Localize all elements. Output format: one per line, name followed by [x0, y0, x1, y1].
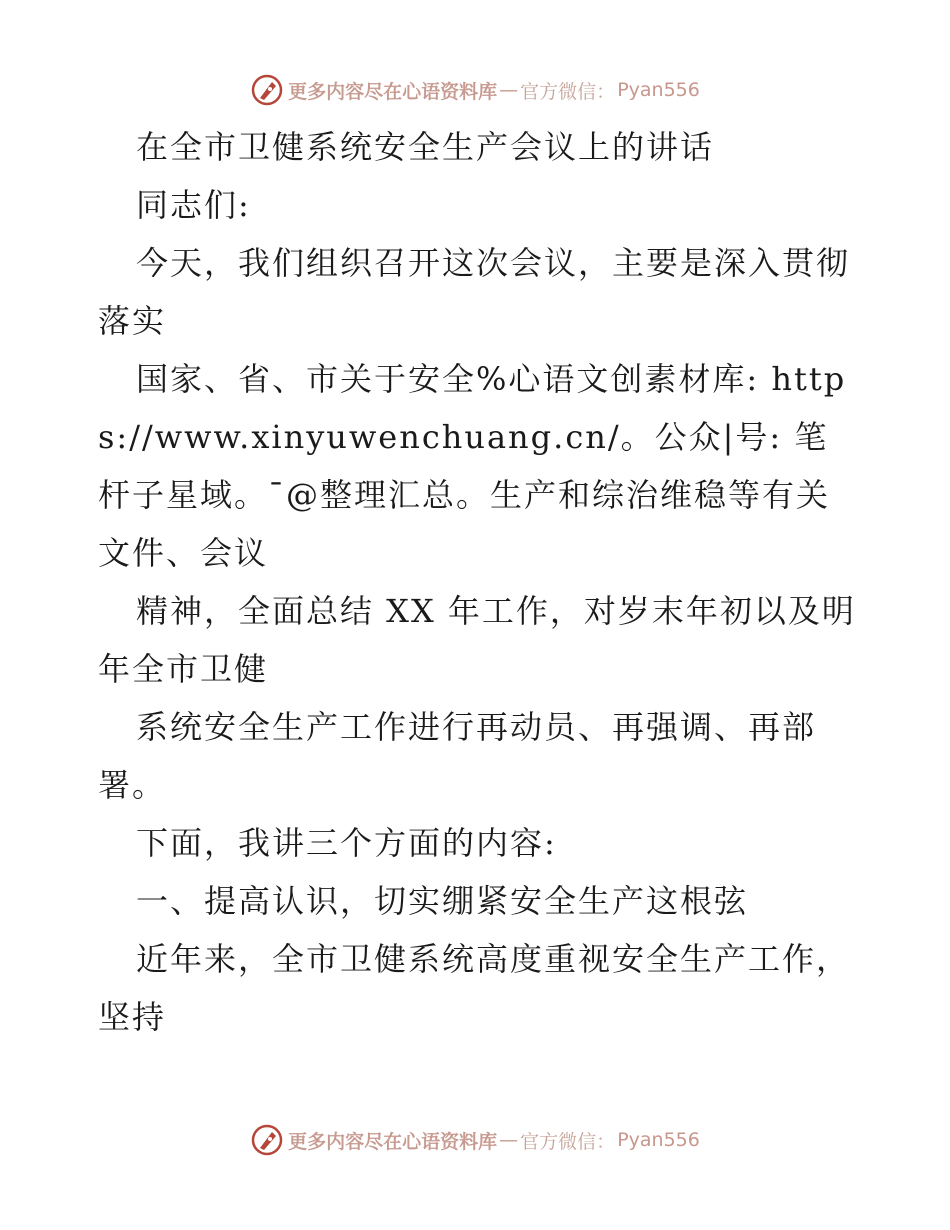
- watermark-label: 官方微信：: [520, 1130, 616, 1153]
- watermark-label: 官方微信：: [520, 80, 616, 103]
- watermark-main-text: 更多内容尽在心语资料库: [288, 1130, 498, 1153]
- paragraph: 精神，全面总结 XX 年工作，对岁末年初以及明年全市卫健: [98, 592, 856, 688]
- watermark-wechat-id: Pyan556: [617, 79, 700, 101]
- watermark-dash: —: [499, 79, 519, 101]
- section-heading: 一、提高认识，切实绷紧安全生产这根弦: [136, 882, 749, 920]
- pen-nib-seal-icon: [250, 1123, 284, 1157]
- header-watermark: [0, 70, 950, 110]
- pen-nib-seal-icon: [250, 73, 284, 107]
- paragraph: 下面，我讲三个方面的内容:: [136, 824, 557, 862]
- document-title: 在全市卫健系统安全生产会议上的讲话: [136, 128, 715, 166]
- paragraph: 近年来，全市卫健系统高度重视安全生产工作，坚持: [98, 940, 851, 1036]
- watermark-dash: —: [499, 1129, 519, 1151]
- document-body: [98, 118, 858, 1046]
- paragraph: 同志们:: [136, 186, 251, 224]
- watermark-main-text: 更多内容尽在心语资料库: [288, 80, 498, 103]
- paragraph: 系统安全生产工作进行再动员、再强调、再部署。: [98, 708, 817, 804]
- watermark-wechat-id: Pyan556: [617, 1129, 700, 1151]
- footer-watermark: [0, 1120, 950, 1160]
- paragraph: 国家、省、市关于安全%心语文创素材库: https://www.xinyuwenchuang.cn/。公众|号: 笔杆子星域。¯@整理汇总。生产和综治维稳等有关文件、会议: [98, 360, 847, 572]
- paragraph: 今天，我们组织召开这次会议，主要是深入贯彻落实: [98, 244, 851, 340]
